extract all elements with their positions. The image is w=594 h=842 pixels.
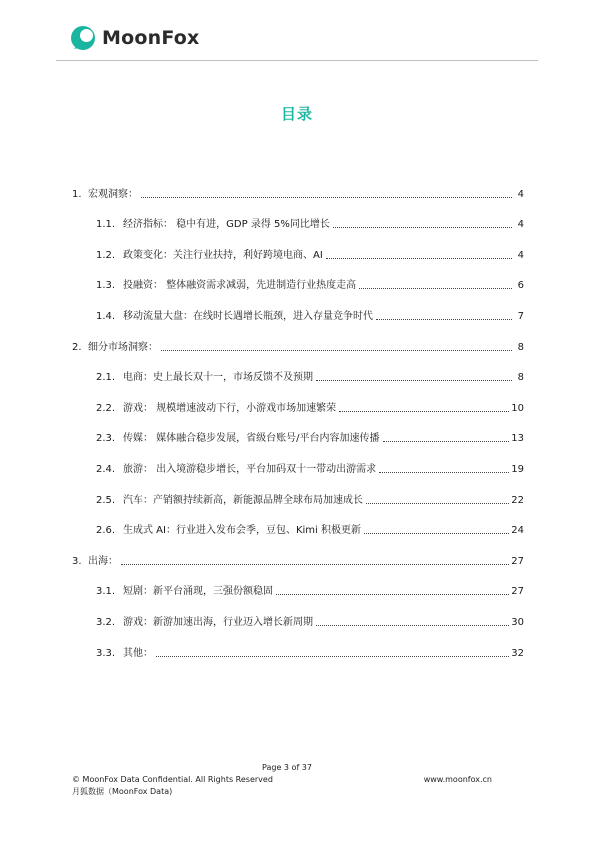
- dot-leader: [383, 440, 510, 442]
- toc-entry-page: 13: [511, 433, 524, 445]
- toc-entry-page: 27: [511, 555, 524, 567]
- toc-entry-label: 生成式 AI：行业进入发布会季，豆包、Kimi 积极更新: [123, 525, 362, 537]
- toc-entry-label: 政策变化：关注行业扶持，利好跨境电商、AI: [123, 249, 323, 261]
- toc-title: 目录: [280, 105, 313, 123]
- toc-entry-page: 19: [511, 463, 524, 475]
- toc-entry[interactable]: [72, 323, 524, 354]
- toc-entry-number: 3.3.: [96, 647, 116, 659]
- toc-entry-label: 宏观洞察：: [88, 188, 138, 200]
- toc-entry-number: 2.6.: [96, 525, 116, 537]
- toc-entry[interactable]: [72, 170, 524, 201]
- toc-entry[interactable]: [72, 629, 524, 660]
- footer: [72, 762, 492, 798]
- toc-entry-number: 3.2.: [96, 616, 116, 628]
- page-number: Page 3 of 37: [262, 763, 312, 772]
- toc-entry-number: 2.5.: [96, 494, 116, 506]
- toc-entry-number: 3.: [72, 555, 82, 567]
- moonfox-logo-icon: [70, 25, 96, 51]
- toc-entry[interactable]: [72, 568, 524, 599]
- toc-entry[interactable]: [72, 476, 524, 507]
- dot-leader: [141, 196, 512, 198]
- toc-entry-label: 短剧：新平台涌现，三强份额稳固: [123, 586, 273, 598]
- dot-leader: [364, 532, 509, 534]
- dot-leader: [379, 471, 509, 473]
- toc-entry-label: 移动流量大盘：在线时长遇增长瓶颈，进入存量竞争时代: [123, 310, 373, 322]
- toc-entry-number: 2.3.: [96, 433, 116, 445]
- website-link[interactable]: www.moonfox.cn: [423, 775, 492, 784]
- header-divider: [56, 60, 538, 61]
- toc-entry-number: 2.4.: [96, 463, 116, 475]
- dot-leader: [333, 226, 512, 228]
- toc-entry-page: 7: [517, 310, 524, 322]
- toc-entry-page: 4: [517, 249, 524, 261]
- header: [70, 22, 199, 54]
- toc-entry-page: 4: [517, 219, 524, 231]
- toc-entry[interactable]: [72, 445, 524, 476]
- toc-entry-label: 其他：: [123, 647, 153, 659]
- toc-entry-page: 6: [517, 280, 524, 292]
- toc-entry-page: 8: [517, 372, 524, 384]
- dot-leader: [376, 318, 512, 320]
- dot-leader: [326, 257, 512, 259]
- toc-entry-page: 30: [511, 616, 524, 628]
- toc-entry-page: 4: [517, 188, 524, 200]
- dot-leader: [156, 655, 509, 657]
- toc-entry-number: 1.2.: [96, 249, 116, 261]
- toc-entry-label: 游戏：新游加速出海，行业迈入增长新周期: [123, 616, 313, 628]
- dot-leader: [316, 379, 512, 381]
- toc-entry-number: 2.2.: [96, 402, 116, 414]
- toc-entry[interactable]: [72, 598, 524, 629]
- toc-entry-page: 8: [517, 341, 524, 353]
- toc-entry-number: 1.1.: [96, 219, 116, 231]
- toc-entry-label: 汽车：产销额持续新高，新能源品牌全球布局加速成长: [123, 494, 363, 506]
- toc-entry[interactable]: [72, 415, 524, 446]
- toc-entry-label: 投融资： 整体融资需求减弱，先进制造行业热度走高: [123, 280, 357, 292]
- toc-entry[interactable]: [72, 507, 524, 538]
- toc-entry-page: 10: [511, 402, 524, 414]
- confidential-notice: © MoonFox Data Confidential. All Rights Reserved: [72, 775, 273, 784]
- toc-entry-label: 游戏： 规模增速波动下行，小游戏市场加速繁荣: [123, 402, 337, 414]
- dot-leader: [121, 563, 509, 565]
- dot-leader: [316, 624, 509, 626]
- toc-entry-number: 2.1.: [96, 372, 116, 384]
- table-of-contents: [72, 170, 524, 660]
- toc-entry[interactable]: [72, 201, 524, 232]
- toc-entry-number: 1.3.: [96, 280, 116, 292]
- dot-leader: [276, 593, 509, 595]
- toc-entry[interactable]: [72, 354, 524, 385]
- toc-entry-page: 24: [511, 525, 524, 537]
- toc-entry-label: 传媒： 媒体融合稳步发展，省级台账号/平台内容加速传播: [123, 433, 380, 445]
- brand-name: MoonFox: [102, 27, 200, 49]
- company-name: 月狐数据（MoonFox Data): [72, 787, 173, 796]
- toc-entry[interactable]: [72, 262, 524, 293]
- dot-leader: [359, 287, 512, 289]
- toc-entry[interactable]: [72, 384, 524, 415]
- toc-entry-page: 22: [511, 494, 524, 506]
- toc-entry-number: 2.: [72, 341, 82, 353]
- toc-entry-number: 1.: [72, 188, 82, 200]
- toc-entry-number: 1.4.: [96, 310, 116, 322]
- toc-entry-page: 27: [511, 586, 524, 598]
- toc-entry-label: 电商：史上最长双十一，市场反馈不及预期: [123, 372, 313, 384]
- toc-entry[interactable]: [72, 292, 524, 323]
- toc-entry-label: 旅游： 出入境游稳步增长，平台加码双十一带动出游需求: [123, 463, 377, 475]
- toc-entry[interactable]: [72, 231, 524, 262]
- dot-leader: [161, 349, 512, 351]
- dot-leader: [339, 410, 509, 412]
- toc-entry-label: 细分市场洞察：: [88, 341, 158, 353]
- toc-entry-page: 32: [511, 647, 524, 659]
- toc-entry-number: 3.1.: [96, 586, 116, 598]
- dot-leader: [366, 502, 509, 504]
- toc-entry-label: 出海：: [88, 555, 118, 567]
- toc-entry-label: 经济指标： 稳中有进，GDP 录得 5%同比增长: [123, 219, 330, 231]
- toc-entry[interactable]: [72, 537, 524, 568]
